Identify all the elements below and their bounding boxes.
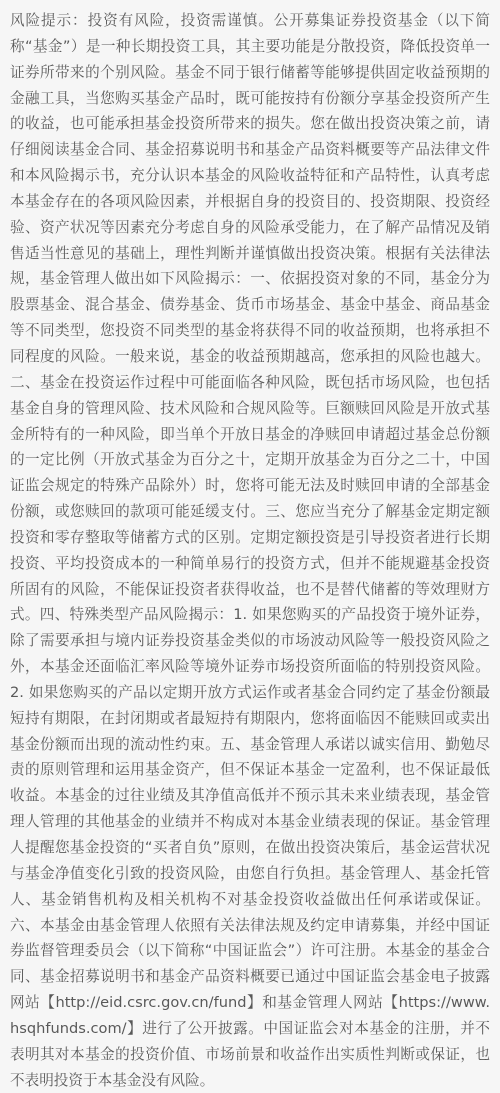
risk-disclosure-text: 风险提示：投资有风险，投资需谨慎。公开募集证券投资基金（以下简称“基金”）是一种长期投资工具，其主要功能是分散投资，降低投资单一证券所带来的个别风险。基金不同于银行储蓄等能够提供固定收益预期的金融工具，当您购买基金产品时，既可能按持有份额分享基金投资所产生的收益，也可能承担基金投资所带来的损失。您在做出投资决策之前，请仔细阅读基金合同、基金招募说明书和基金产品资料概要等产品法律文件和本风险揭示书，充分认识本基金的风险收益特征和产品特性，认真考虑本基金存在的各项风险因素，并根据自身的投资目的、投资期限、投资经验、资产状况等因素充分考虑自身的风险承受能力，在了解产品情况及销售适当性意见的基础上，理性判断并谨慎做出投资决策。根据有关法律法规，基金管理人做出如下风险揭示：一、依据投资对象的不同，基金分为股票基金、混合基金、债券基金、货币市场基金、基金中基金、商品基金等不同类型，您投资不同类型的基金将获得不同的收益预期，也将承担不同程度的风险。一般来说，基金的收益预期越高，您承担的风险也越大。二、基金在投资运作过程中可能面临各种风险，既包括市场风险，也包括基金自身的管理风险、技术风险和合规风险等。巨额赎回风险是开放式基金所特有的一种风险，即当单个开放日基金的净赎回申请超过基金总份额的一定比例（开放式基金为百分之十，定期开放基金为百分之二十，中国证监会规定的特殊产品除外）时，您将可能无法及时赎回申请的全部基金份额，或您赎回的款项可能延缓支付。三、您应当充分了解基金定期定额投资和零存整取等储蓄方式的区别。定期定额投资是引导投资者进行长期投资、平均投资成本的一种简单易行的投资方式，但并不能规避基金投资所固有的风险，不能保证投资者获得收益，也不是替代储蓄的等效理财方式。四、特殊类型产品风险揭示：1. 如果您购买的产品投资于境外证券，除了需要承担与境内证券投资基金类似的市场波动风险等一般投资风险之外，本基金还面临汇率风险等境外证券市场投资所面临的特别投资风险。2. 如果您购买的产品以定期开放方式运作或者基金合同约定了基金份额最短持有期限，在封闭期或者最短持有期限内，您将面临因不能赎回或卖出基金份额而出现的流动性约束。五、基金管理人承诺以诚实信用、勤勉尽责的原则管理和运用基金资产，但不保证本基金一定盈利，也不保证最低收益。本基金的过往业绩及其净值高低并不预示其未来业绩表现，基金管理人管理的其他基金的业绩并不构成对本基金业绩表现的保证。基金管理人提醒您基金投资的“买者自负”原则，在做出投资决策后，基金运营状况与基金净值变化引致的投资风险，由您自行负担。基金管理人、基金托管人、基金销售机构及相关机构不对基金投资收益做出任何承诺或保证。六、本基金由基金管理人依照有关法律法规及约定申请募集，并经中国证券监督管理委员会（以下简称“中国证监会”）许可注册。本基金的基金合同、基金招募说明书和基金产品资料概要已通过中国证监会基金电子披露网站【http://eid.csrc.gov.cn/fund】和基金管理人网站【https://www.hsqhfunds.com/】进行了公开披露。中国证监会对本基金的注册，并不表明其对本基金的投资价值、市场前景和收益作出实质性判断或保证，也不表明投资于本基金没有风险。 xyxy=(10,12,490,1089)
